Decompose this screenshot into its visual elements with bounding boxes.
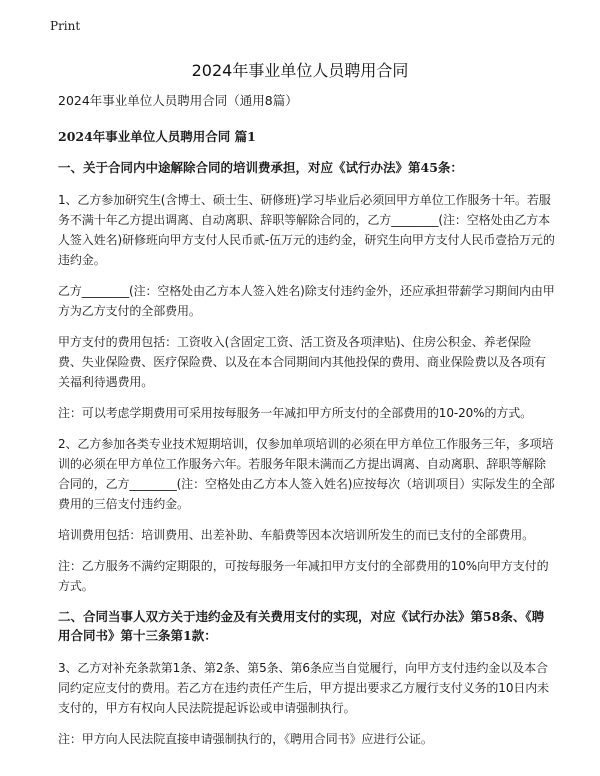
paragraph-2: 乙方________(注：空格处由乙方本人签入姓名)除支付违约金外，还应承担带薪学习期间内由甲方为乙方支付的全部费用。 [58,284,555,318]
paragraph-7: 注：乙方服务不满约定期限的，可按每服务一年减扣甲方支付的全部费用的10%向甲方支付的方式。 [58,559,549,593]
paragraph-5: 2、乙方参加各类专业技术短期培训，仅参加单项培训的必须在甲方单位工作服务三年，多项培训的必须在甲方单位工作服务六年。若服务年限未满而乙方提出调离、自动离职、辞职等解除合同的，乙方________(注：空格处由乙方本人签入姓名)应按每次（培训项目）实际发生的全部费用的三倍支付违约金。 [58,437,555,511]
paragraph-4: 注：可以考虑学期费用可采用按每服务一年减扣甲方所支付的全部费用的10-20%的方式。 [58,406,533,420]
document-body [58,92,555,760]
paragraph-6: 培训费用包括：培训费用、出差补助、车船费等因本次培训所发生的而已支付的全部费用。 [58,528,535,542]
paragraph-1: 1、乙方参加研究生(含博士、硕士生、研修班)学习毕业后必须回甲方单位工作服务十年。若服务不满十年乙方提出调离、自动离职、辞职等解除合同的，乙方________(注：空格处由乙方本人签入姓名)研修班向甲方支付人民币贰-伍万元的违约金，研究生向甲方支付人民币壹拾万元的违约金。 [58,193,555,267]
paragraph-3: 甲方支付的费用包括：工资收入(含固定工资、活工资及各项津贴)、住房公积金、养老保险费、失业保险费、医疗保险费、以及在本合同期间内其他投保的费用、商业保险费以及各项有关福利待遇费用。 [58,335,546,389]
section-title: 2024年事业单位人员聘用合同 篇1 [58,129,256,144]
document-subtitle: 2024年事业单位人员聘用合同（通用8篇） [58,93,298,108]
paragraph-9: 注：甲方向人民法院直接申请强制执行的，《聘用合同书》应进行公证。 [58,732,433,746]
document-title: 2024年事业单位人员聘用合同 [191,61,409,80]
paragraph-8: 3、乙方对补充条款第1条、第2条、第5条、第6条应当自觉履行，向甲方支付违约金以及本合同约定应支付的费用。若乙方在违约责任产生后，甲方提出要求乙方履行支付义务的10日内未支付的，甲方有权向人民法院提起诉讼或申请强制执行。 [58,661,550,715]
clause-heading-2: 二、合同当事人双方关于违约金及有关费用支付的实现，对应《试行办法》第58条、《聘用合同书》第十三条第1款： [58,609,545,643]
clause-heading-1: 一、关于合同内中途解除合同的培训费承担，对应《试行办法》第45条： [58,160,463,175]
print-link[interactable]: Print [50,19,81,33]
